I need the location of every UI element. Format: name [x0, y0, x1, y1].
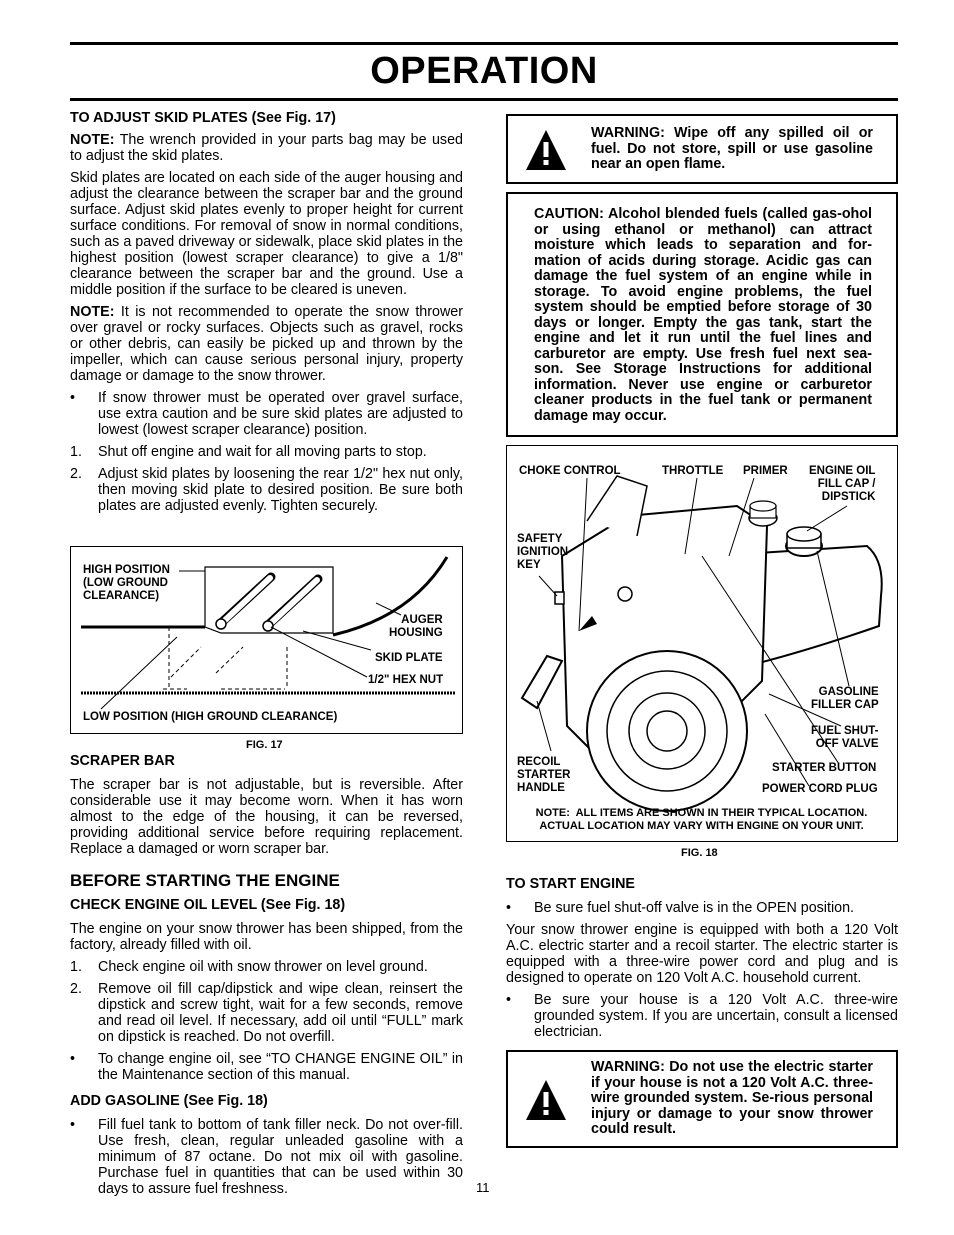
scraper-bar-heading: SCRAPER BAR [70, 753, 175, 769]
fig18-caption: FIG. 18 [681, 847, 718, 859]
gasoline-bullet: • Fill fuel tank to bottom of tank filler neck. Do not over-fill. Use fresh, clean, regular unleaded gasoline with a minimum of 87 octane. Do not mix oil with gasoline. Purchase fuel in quantities that can be used within 30 days to assure fuel freshness. [70, 1117, 463, 1197]
label-high-position: HIGH POSITION (LOW GROUND CLEARANCE) [83, 564, 170, 602]
label-fuel-valve: FUEL SHUT- OFF VALVE [811, 725, 879, 750]
note-gravel [70, 304, 463, 384]
label-starter-button: STARTER BUTTON [772, 762, 877, 774]
figure-18 [506, 445, 898, 842]
note-label: NOTE: [70, 132, 115, 148]
check-oil-heading: CHECK ENGINE OIL LEVEL (See Fig. 18) [70, 897, 346, 913]
skid-step-1: 1. Shut off engine and wait for all moving parts to stop. [70, 444, 427, 460]
warning-icon [524, 128, 568, 172]
label-engine-oil-cap: ENGINE OIL FILL CAP / DIPSTICK [809, 465, 876, 503]
add-gasoline-heading: ADD GASOLINE (See Fig. 18) [70, 1093, 268, 1109]
before-starting-heading: BEFORE STARTING THE ENGINE [70, 871, 340, 890]
left-column-bottom [70, 753, 463, 1203]
label-hex-nut: 1/2" HEX NUT [368, 674, 444, 686]
scraper-bar-paragraph: The scraper bar is not adjustable, but is reversible. After considerable use it may become worn. When it has worn almost to the edge of the housing, it can be reversed, providing additional service before requiring replacement. Replace a damaged or worn scraper bar. [70, 777, 463, 857]
label-low-position: LOW POSITION (HIGH GROUND CLEARANCE) [83, 711, 338, 723]
skid-plates-heading: TO ADJUST SKID PLATES (See Fig. 17) [70, 110, 336, 126]
label-primer: PRIMER [743, 465, 788, 477]
fig17-caption: FIG. 17 [246, 739, 283, 751]
label-power-cord: POWER CORD PLUG [762, 783, 878, 795]
oil-paragraph: The engine on your snow thrower has been shipped, from the factory, already filled with oil. [70, 921, 463, 953]
warning-electric-text: WARNING: Do not use the electric starter if your house is not a 120 Volt A.C. three-wire grounded system. Se-rious personal injury or damage to your snow thrower could result. [591, 1059, 873, 1137]
note-gravel-text: It is not recommended to operate the snow thrower over gravel or rocky surfaces. Objects such as gravel, rocks or other debris, can easily be picked up and thrown by the impeller, which can cause serious personal injury, property damage or damage to the snow thrower. [70, 304, 463, 384]
oil-step-1: 1. Check engine oil with snow thrower on level ground. [70, 959, 428, 975]
fuel-valve-bullet: • Be sure fuel shut-off valve is in the OPEN position. [506, 900, 854, 916]
page-title: OPERATION [370, 50, 598, 92]
note-wrench [70, 132, 463, 164]
caution-alcohol-text: CAUTION: Alcohol blended fuels (called gas-ohol or using ethanol or methanol) can attract moisture which leads to separation and for-mation of acids during storage. Acidic gas can damage the fuel system of an engine while in storage. To avoid engine problems, the fuel system should be emptied before storage of 30 days or longer. Empty the gas tank, start the engine and let it run until the fuel lines and carburetor are empty. Use fresh fuel next sea-son. See Storage Instructions for additional information. Never use engine or carburetor cleaner products in the fuel tank or permanent damage may occur. [534, 206, 872, 424]
label-choke-control: CHOKE CONTROL [519, 465, 621, 477]
title-underline [70, 98, 898, 101]
warning-electric-box [506, 1050, 898, 1148]
label-recoil-handle: RECOIL STARTER HANDLE [517, 756, 571, 794]
caution-alcohol-box [506, 192, 898, 437]
warning-spill-box [506, 114, 898, 184]
starter-paragraph: Your snow thrower engine is equipped with both a 120 Volt A.C. electric starter and a recoil starter. The electric starter is equipped with a three-wire power cord and plug and is designed to operate on 120 Volt A.C. household current. [506, 922, 898, 986]
grounded-bullet: • Be sure your house is a 120 Volt A.C. three-wire grounded system. If you are uncertain, consult a licensed electrician. [506, 992, 898, 1040]
page-number: 11 [476, 1180, 490, 1195]
fig18-note: NOTE: ALL ITEMS ARE SHOWN IN THEIR TYPICAL LOCATION. ACTUAL LOCATION MAY VARY WITH ENGINE ON YOUR UNIT. [535, 807, 868, 832]
figure-17 [70, 546, 463, 734]
gravel-bullet: • If snow thrower must be operated over gravel surface, use extra caution and be sure skid plates are adjusted to lowest (lowest scraper clearance) position. [70, 390, 463, 438]
start-engine-heading: TO START ENGINE [506, 876, 635, 892]
oil-step-2: 2. Remove oil fill cap/dipstick and wipe clean, reinsert the dipstick and screw tight, wait for a few seconds, remove and read oil level. If necessary, add oil until “FULL” mark on dipstick is reached. Do not overfill. [70, 981, 463, 1045]
right-column-bottom [506, 876, 898, 1046]
label-auger-housing: AUGER HOUSING [389, 614, 443, 639]
change-oil-bullet: • To change engine oil, see “TO CHANGE ENGINE OIL” in the Maintenance section of this manual. [70, 1051, 463, 1083]
label-skid-plate: SKID PLATE [375, 652, 443, 664]
skid-step-2: 2. Adjust skid plates by loosening the rear 1/2" hex nut only, then moving skid plate to desired position. Be sure both plates are adjusted evenly. Tighten securely. [70, 466, 463, 514]
label-gasoline-cap: GASOLINE FILLER CAP [811, 686, 879, 711]
warning-icon [524, 1078, 568, 1122]
skid-plates-paragraph: Skid plates are located on each side of the auger housing and adjust the clearance between the scraper bar and the ground surface. Adjust skid plates evenly to proper height for current surface conditions. For removal of snow in normal conditions, such as a paved driveway or sidewalk, place skid plates in the highest position (lowest scraper clearance) to give a 1/8" clearance between the scraper bar and the ground. Use a middle position if the surface to be cleared is uneven. [70, 170, 463, 298]
warning-spill-text: WARNING: Wipe off any spilled oil or fuel. Do not store, spill or use gasoline near an open flame. [591, 125, 873, 172]
note-label: NOTE: [70, 304, 115, 320]
top-rule [70, 42, 898, 45]
left-column-top [70, 110, 463, 520]
label-safety-key: SAFETY IGNITION KEY [517, 533, 569, 571]
label-throttle: THROTTLE [662, 465, 724, 477]
note-wrench-text: The wrench provided in your parts bag may be used to adjust the skid plates. [70, 132, 463, 164]
